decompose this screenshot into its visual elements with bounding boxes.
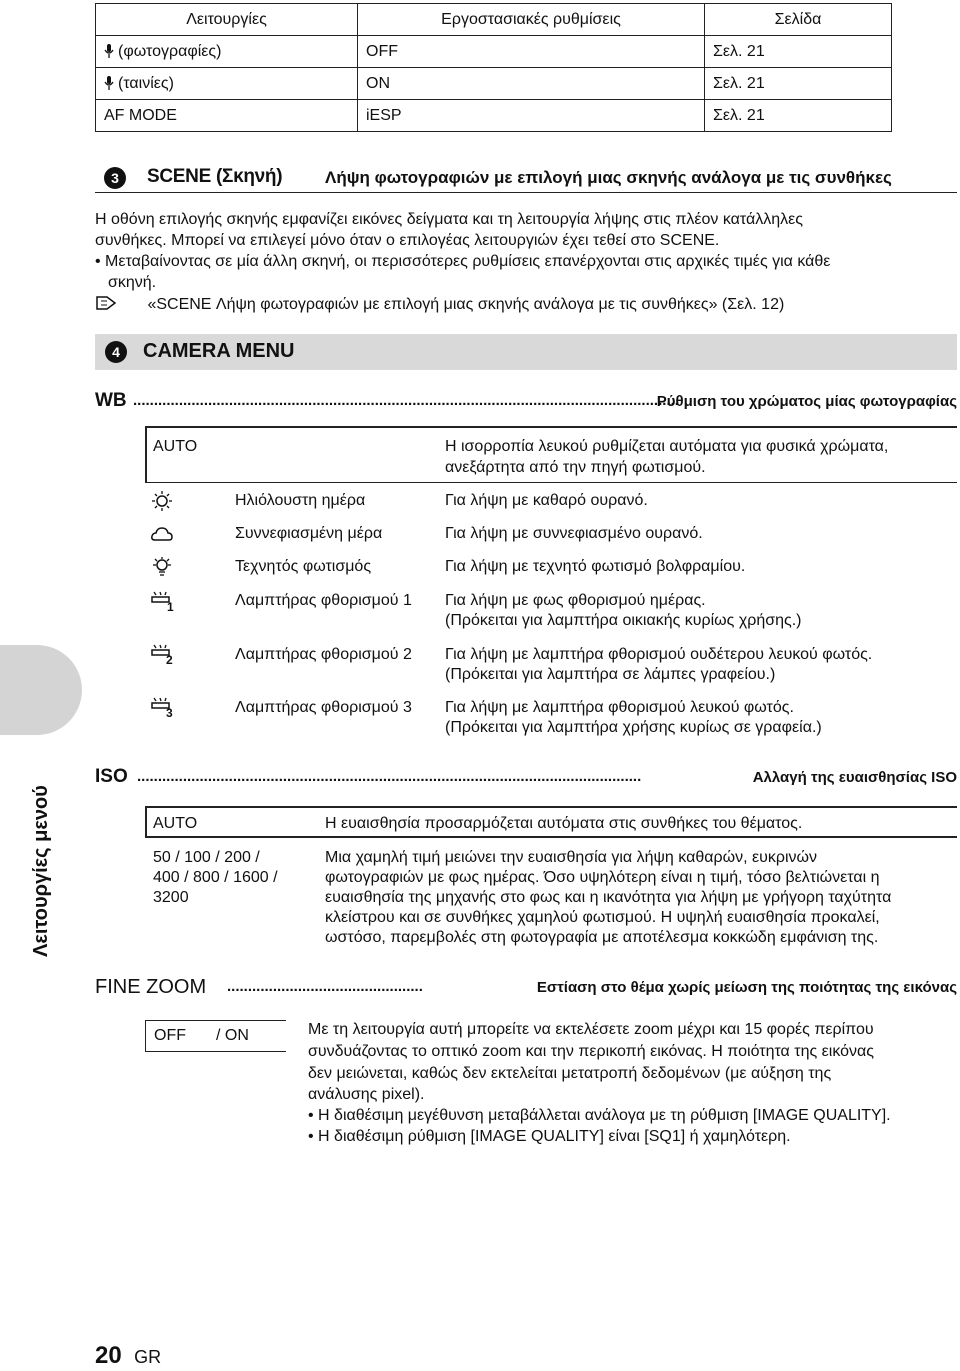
wb-description: Ρύθμιση του χρώματος μίας φωτογραφίας [656, 393, 957, 410]
sidebar-label [30, 745, 70, 960]
table-cell [96, 36, 358, 68]
section-number: 3 [104, 167, 126, 189]
fluorescent-2-icon [151, 645, 177, 665]
table-header: Σελίδα [705, 4, 892, 36]
table-header-row [96, 4, 892, 36]
box-border [145, 806, 147, 836]
wb-option-desc: Για λήψη με λαμπτήρα φθορισμού λευκού φωτός. [445, 699, 794, 716]
finezoom-text: Με τη λειτουργία αυτή μπορείτε να εκτελέσετε zoom μέχρι και 15 φορές περίπου [308, 1021, 874, 1038]
camera-menu-bar [95, 334, 957, 370]
iso-option-desc: ευαισθησία της μηχανής στο φως και η ικανότητα για λήψη με γρήγορη ταχύτητα [325, 889, 892, 906]
wb-heading [95, 390, 957, 414]
finezoom-bullet: • Η διαθέσιμη μεγέθυνση μεταβάλλεται ανάλογα με τη ρύθμιση [IMAGE QUALITY]. [308, 1107, 891, 1124]
svg-text:3: 3 [166, 706, 173, 720]
wb-option-desc: (Πρόκειται για λαμπτήρα οικιακής κυρίως χρήσης.) [445, 612, 802, 629]
wb-option-row [145, 426, 957, 483]
iso-option-desc: Μια χαμηλή τιμή μειώνει την ευαισθησία για λήψη καθαρών, ευκρινών [325, 849, 817, 866]
wb-option-name: Τεχνητός φωτισμός [235, 558, 372, 575]
svg-text:2: 2 [166, 653, 173, 667]
table-row [96, 100, 892, 132]
iso-values: 3200 [153, 889, 189, 906]
fluorescent-1-icon [151, 592, 177, 612]
microphone-icon [104, 76, 114, 90]
finezoom-text: δεν μειώνεται, καθώς δεν εκτελείται μετατροπή δεδομένων (με αύξηση της [308, 1065, 832, 1082]
scene-heading [95, 164, 957, 193]
scene-title: SCENE (Σκηνή) [147, 166, 283, 187]
table-header: Εργοστασιακές ρυθμίσεις [358, 4, 705, 36]
fluorescent-3-icon [151, 698, 177, 718]
reference-icon [95, 295, 117, 311]
scene-bullet: • Μεταβαίνοντας σε μία άλλη σκηνή, οι περισσότερες ρυθμίσεις επανέρχονται στις αρχικές τιμές για κάθε [95, 253, 831, 270]
wb-option-name: Ηλιόλουστη ημέρα [235, 492, 366, 509]
wb-option-desc: Για λήψη με φως φθορισμού ημέρας. [445, 592, 706, 609]
iso-option-desc: φωτογραφιών με φως ημέρας. Όσο υψηλότερη είναι η τιμή, τόσο βελτιώνεται η [325, 869, 880, 886]
scene-bullet: σκηνή. [108, 274, 157, 291]
iso-values: 400 / 800 / 1600 / [153, 869, 278, 886]
wb-option-desc: ανεξάρτητα από την πηγή φωτισμού. [445, 459, 706, 476]
wb-option-desc: Για λήψη με τεχνητό φωτισμό βολφραμίου. [445, 558, 746, 575]
finezoom-text: συνδυάζοντας το οπτικό zoom και την περικοπή εικόνας. Η ποιότητα της εικόνας [308, 1043, 874, 1060]
iso-heading [95, 766, 957, 790]
page-number: 20 [95, 1342, 122, 1369]
wb-option-desc: Η ισορροπία λευκού ρυθμίζεται αυτόματα για φυσικά χρώματα, [445, 438, 889, 455]
wb-option-desc: (Πρόκειται για λαμπτήρα σε λάμπες γραφείου.) [445, 666, 776, 683]
camera-menu-title: CAMERA MENU [143, 340, 295, 362]
finezoom-dots: ............................................... [227, 978, 423, 995]
wb-option-name: Λαμπτήρας φθορισμού 2 [235, 646, 412, 663]
scene-paragraph: συνθήκες. Μπορεί να επιλεγεί μόνο όταν ο επιλογέας λειτουργιών έχει τεθεί στο SCENE. [95, 232, 720, 249]
finezoom-text: ανάλυσης pixel). [308, 1086, 425, 1103]
table-header: Λειτουργίες [96, 4, 358, 36]
wb-option-code: AUTO [153, 438, 198, 455]
scene-subtitle: Λήψη φωτογραφιών με επιλογή μιας σκηνής ανάλογα με τις συνθήκες [325, 168, 892, 187]
table-cell: iESP [358, 100, 705, 132]
table-cell [96, 68, 358, 100]
wb-option-name: Συννεφιασμένη μέρα [235, 525, 383, 542]
table-row [96, 36, 892, 68]
wb-option-name: Λαμπτήρας φθορισμού 3 [235, 699, 412, 716]
svg-text:1: 1 [167, 600, 174, 614]
iso-options [145, 806, 957, 956]
microphone-icon [104, 44, 114, 58]
wb-label: WB [95, 390, 127, 411]
page-footer [95, 1342, 161, 1370]
page-lang: GR [134, 1347, 162, 1367]
tungsten-icon [151, 557, 173, 577]
box-border [145, 426, 147, 482]
finezoom-description: Εστίαση στο θέμα χωρίς μείωση της ποιότητας της εικόνας [536, 979, 957, 996]
iso-label: ISO [95, 766, 128, 787]
iso-description: Αλλαγή της ευαισθησίας ISO [752, 769, 957, 786]
box-border [145, 806, 957, 808]
scene-reference [95, 295, 784, 315]
cloudy-icon [151, 525, 173, 543]
sidebar-label-text: Λειτουργίες μενού [30, 785, 52, 957]
table-cell: Σελ. 21 [705, 68, 892, 100]
iso-values: 50 / 100 / 200 / [153, 849, 260, 866]
iso-option-code: AUTO [153, 815, 198, 832]
finezoom-heading [95, 976, 957, 1000]
wb-option-name: Λαμπτήρας φθορισμού 1 [235, 592, 412, 609]
sidebar-tab [0, 645, 82, 735]
wb-option-desc: (Πρόκειται για λαμπτήρα χρήσης κυρίως σε γραφεία.) [445, 719, 822, 736]
wb-option-desc: Για λήψη με λαμπτήρα φθορισμού ουδέτερου λευκού φωτός. [445, 646, 873, 663]
box-border [145, 426, 957, 428]
iso-option-desc: κλείστρου και σε συνθήκες χαμηλού φωτισμού. Η υψηλή ευαισθησία προκαλεί, [325, 909, 880, 926]
wb-option-desc: Για λήψη με συννεφιασμένο ουρανό. [445, 525, 703, 542]
settings-table [95, 3, 892, 132]
table-cell [705, 36, 892, 68]
sunny-icon [151, 491, 173, 511]
table-cell: AF MODE [96, 100, 358, 132]
reference-text: «SCENE Λήψη φωτογραφιών με επιλογή μιας σκηνής ανάλογα με τις συνθήκες» (Σελ. 12) [147, 296, 785, 313]
table-row [96, 68, 892, 100]
finezoom-on: / ON [216, 1027, 249, 1044]
finezoom-options-box [145, 1020, 286, 1052]
table-cell: ON [358, 68, 705, 100]
wb-dots: ................................................................................................................................... [133, 392, 679, 409]
iso-option-desc: ωστόσο, παρεμβολές στη φωτογραφία με αποτέλεσμα κοκκώδη εμφάνιση της. [325, 929, 879, 946]
finezoom-off: OFF [154, 1027, 186, 1044]
scene-paragraph: Η οθόνη επιλογής σκηνής εμφανίζει εικόνες δείγματα και τη λειτουργία λήψης στις πλέον κατάλληλες [95, 211, 803, 228]
func-label: (ταινίες) [118, 74, 174, 92]
finezoom-label: FINE ZOOM [95, 976, 207, 998]
finezoom-bullet: • Η διαθέσιμη ρύθμιση [IMAGE QUALITY] είναι [SQ1] ή χαμηλότερη. [308, 1128, 791, 1145]
table-cell: OFF [358, 36, 705, 68]
iso-dots: ......................................................................................................................... [137, 768, 642, 785]
section-number: 4 [105, 341, 127, 363]
wb-option-desc: Για λήψη με καθαρό ουρανό. [445, 492, 648, 509]
iso-option-desc: Η ευαισθησία προσαρμόζεται αυτόματα στις συνθήκες του θέματος. [325, 815, 803, 832]
box-border [145, 836, 957, 838]
table-cell: Σελ. 21 [705, 100, 892, 132]
page-ref: Σελ. 21 [713, 42, 765, 60]
func-label: (φωτογραφίες) [118, 42, 222, 60]
